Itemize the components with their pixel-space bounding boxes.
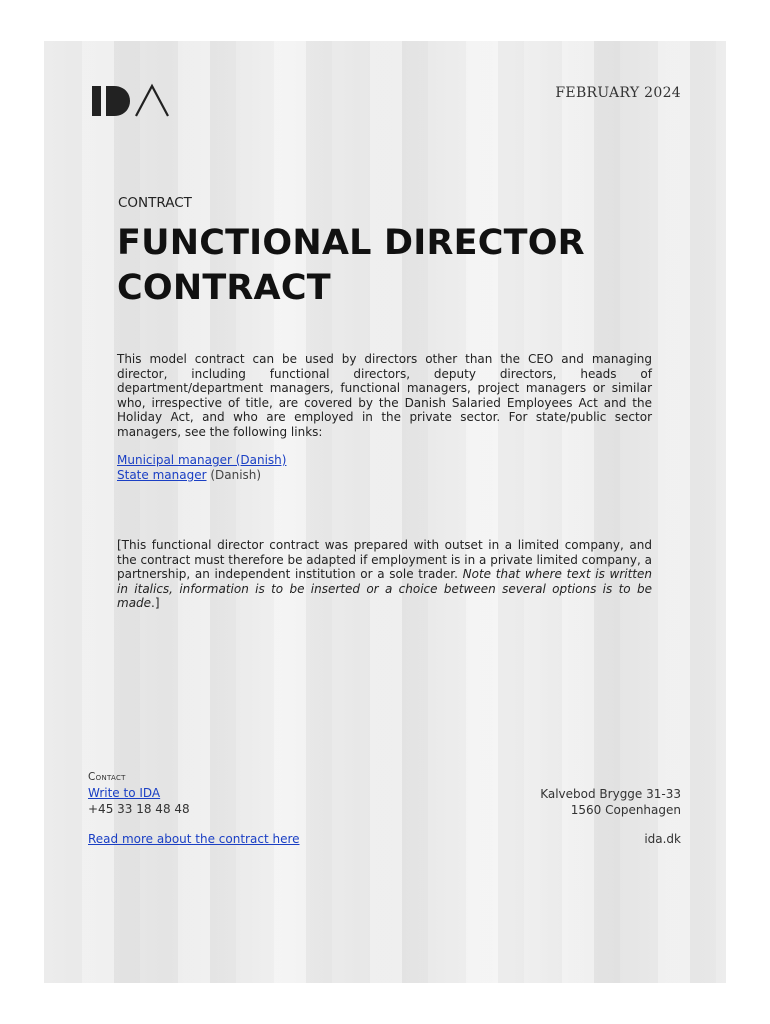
phone-number: +45 33 18 48 48 <box>88 802 190 816</box>
title-line-2: CONTRACT <box>117 268 331 308</box>
intro-paragraph: This model contract can be used by directors other than the CEO and managing director, including functional directors, deputy directors, heads of department/department managers, functional managers, project managers or similar who, irrespective of title, are covered by the Danish Salaried Employees Act and the Holiday Act, and who are employed in the private sector. For state/public sector managers, see the following links: <box>117 352 652 439</box>
state-manager-link[interactable]: State manager <box>117 467 207 482</box>
manager-links <box>117 453 652 482</box>
contact-block <box>88 769 388 817</box>
ida-logo <box>90 83 182 119</box>
contact-heading: Contact <box>88 771 126 783</box>
website: ida.dk <box>644 832 681 846</box>
document-title <box>117 221 677 311</box>
write-to-ida-link[interactable]: Write to IDA <box>88 786 161 800</box>
note-end: .] <box>151 596 160 611</box>
address-city: 1560 Copenhagen <box>570 803 681 817</box>
note-italic-text: Note that where text is written in italics, information is to be inserted or a choice between several options is to be made <box>117 567 652 611</box>
read-more-link[interactable]: Read more about the contract here <box>88 832 300 846</box>
title-line-1: FUNCTIONAL DIRECTOR <box>117 223 585 263</box>
note-text: [This functional director contract was prepared with outset in a limited company, and the contract must therefore be adapted if employment is in a private limited company, a partnership, an independent institution or a sole trader. <box>117 538 652 582</box>
address-street: Kalvebod Brygge 31-33 <box>540 787 681 801</box>
document-type-label: CONTRACT <box>118 195 192 211</box>
document-page <box>44 41 726 983</box>
state-link-suffix: (Danish) <box>210 467 262 482</box>
instruction-note <box>117 538 652 611</box>
document-date: FEBRUARY 2024 <box>555 85 681 101</box>
municipal-manager-link[interactable]: Municipal manager (Danish) <box>117 453 287 467</box>
address-block <box>461 786 681 818</box>
